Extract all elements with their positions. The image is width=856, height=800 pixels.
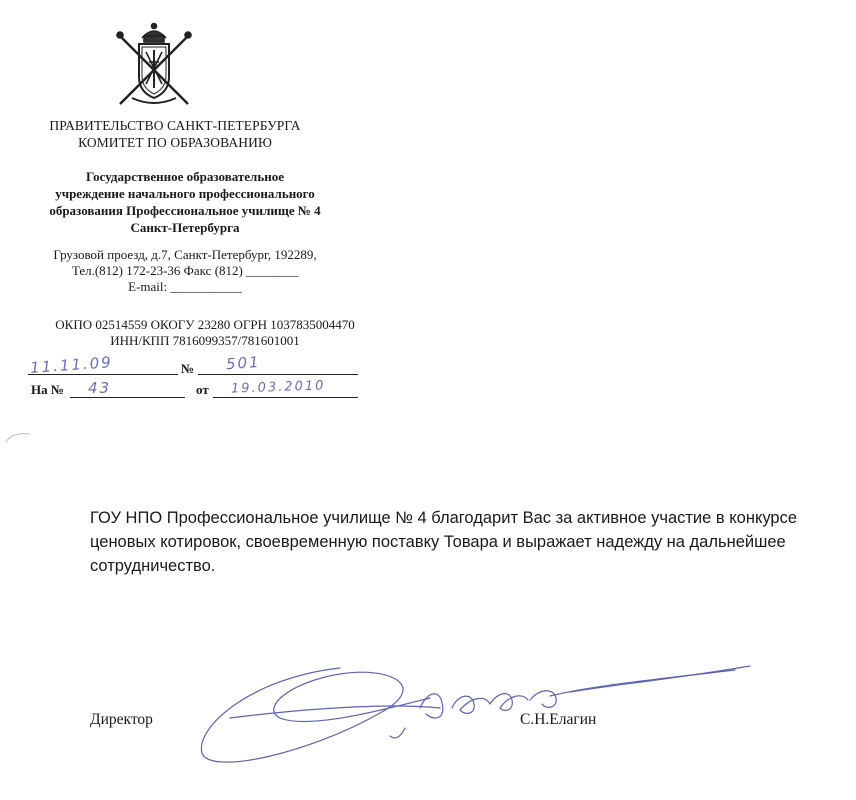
government-title: ПРАВИТЕЛЬСТВО САНКТ-ПЕТЕРБУРГА	[49, 118, 301, 133]
number-label: №	[181, 361, 195, 376]
institution-line: Государственное образовательное	[86, 169, 284, 184]
address-line: Грузовой проезд, д.7, Санкт-Петербург, 192289,	[53, 247, 317, 262]
from-date-rule	[213, 397, 358, 398]
number-rule	[198, 374, 358, 375]
from-label: от	[196, 382, 209, 397]
outgoing-date: 11.11.09	[29, 353, 114, 377]
registration-block	[28, 352, 368, 404]
outgoing-number: 501	[225, 352, 262, 374]
institution-name	[40, 168, 330, 236]
okpo-line: ОКПО 02514559 ОКОГУ 23280 ОГРН 1037835004470	[55, 317, 355, 332]
inn-kpp-line: ИНН/КПП 7816099357/781601001	[110, 333, 300, 348]
handwritten-signature	[190, 658, 760, 773]
scan-mark	[4, 430, 34, 444]
codes-block	[30, 317, 380, 349]
institution-line: учреждение начального профессионального	[55, 186, 315, 201]
email-line: E-mail: ___________	[128, 279, 242, 294]
coat-of-arms-emblem	[112, 22, 196, 108]
reply-date: 19.03.2010	[230, 378, 326, 397]
institution-line: образования Профессиональное училище № 4	[49, 203, 321, 218]
emblem-icon	[112, 22, 196, 108]
signatory-position: Директор	[90, 711, 153, 728]
reply-number-rule	[70, 397, 185, 398]
phone-fax-line: Тел.(812) 172-23-36 Факс (812) ________	[71, 263, 299, 278]
committee-title: КОМИТЕТ ПО ОБРАЗОВАНИЮ	[78, 135, 272, 150]
signatory-name: С.Н.Елагин	[520, 711, 597, 728]
address-block	[30, 247, 340, 295]
signature-scribble-icon	[190, 658, 760, 773]
institution-line: Санкт-Петербурга	[130, 220, 240, 235]
reply-label: На №	[31, 382, 64, 397]
letter-body: ГОУ НПО Профессиональное училище № 4 благодарит Вас за активное участие в конкурсе ценовых котировок, своевременную поставку Товара и выражает надежду на дальнейшее сотрудничество.	[90, 509, 798, 575]
reply-number: 43	[88, 379, 112, 397]
